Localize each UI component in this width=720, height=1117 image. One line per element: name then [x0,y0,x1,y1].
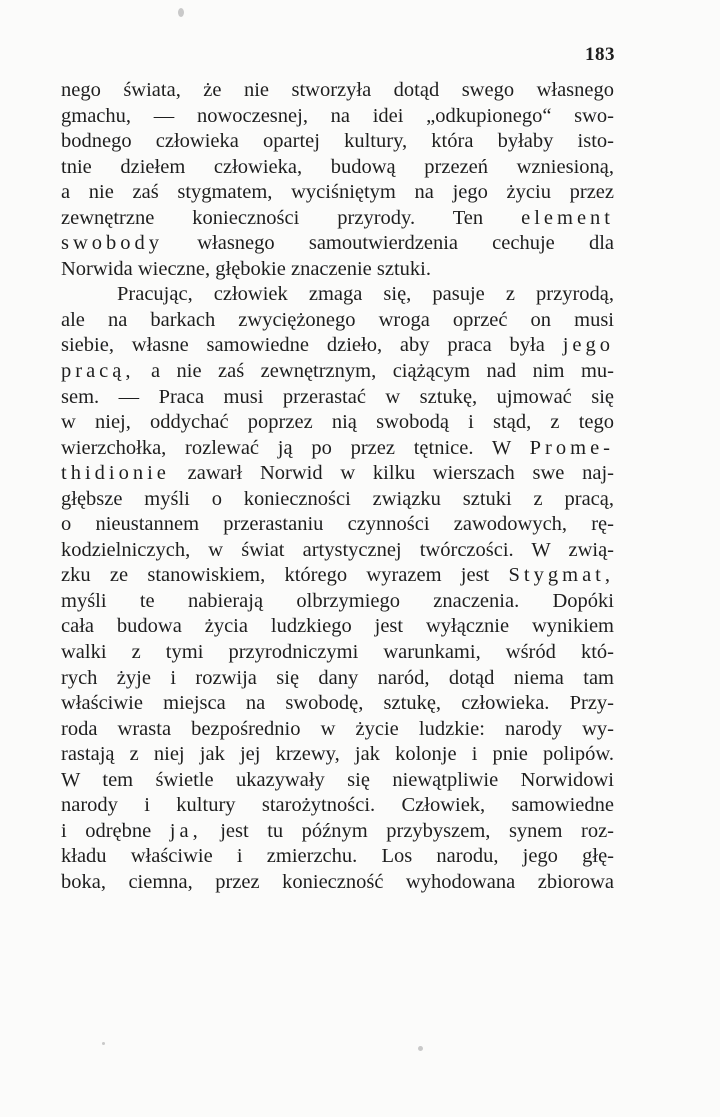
text-segment: Norwida wieczne, głębokie znaczenie sztuki. [61,257,431,280]
paper-speck [178,8,184,17]
text-segment: o nieustannem przerastaniu czynności zawodowych, rę- [61,513,614,536]
text-segment: zewnętrzne konieczności przyrody. Ten [61,206,522,229]
text-segment: bodnego człowieka opartej kultury, która byłaby isto- [61,130,614,153]
text-segment: tnie dziełem człowieka, budową przezeń wzniesioną, [61,155,614,178]
text-line [61,844,614,870]
text-segment: rych żyje i rozwija się dany naród, dotąd niema tam [61,666,614,689]
text-segment: kodzielniczych, w świat artystycznej twórczości. W zwią- [61,538,614,561]
text-line [61,589,614,615]
text-line [61,129,614,155]
text-line [61,717,614,743]
text-segment: siebie, własne samowiedne dzieło, aby praca była [61,334,563,357]
text-line [61,333,614,359]
text-line [61,308,614,334]
text-line [61,385,614,411]
text-segment: zawarł Norwid w kilku wierszach swe naj- [169,462,614,485]
text-segment: narody i kultury starożytności. Człowiek, samowiedne [61,794,614,817]
page-number: 183 [585,44,615,65]
text-segment: myśli te nabierają olbrzymiego znaczenia. Dopóki [61,589,614,612]
text-line [61,180,614,206]
text-line [61,410,614,436]
text-line [61,206,614,232]
paper-speck [418,1046,423,1051]
body-text [61,78,614,896]
text-line [61,742,614,768]
text-segment: roda wrasta bezpośrednio w życie ludzkie: narody wy- [61,717,614,740]
paper-speck [102,1042,105,1045]
text-line [61,359,614,385]
text-line [61,640,614,666]
text-line [61,282,614,308]
text-segment: w niej, oddychać poprzez nią swobodą i stąd, z tego [61,411,614,434]
text-line [61,819,614,845]
text-line [61,461,614,487]
text-line [61,768,614,794]
text-segment: walki z tymi przyrodniczymi warunkami, wśród któ- [61,641,614,664]
text-segment: Pracując, człowiek zmaga się, pasuje z przyrodą, [117,283,614,306]
text-segment: i odrębne [61,819,170,842]
text-line [61,436,614,462]
text-segment: sem. — Praca musi przerastać w sztukę, ujmować się [61,385,614,408]
text-segment: rastają z niej jak jej krzewy, jak kolonje i pnie polipów. [61,743,614,766]
spaced-emphasis: element [521,206,614,229]
text-line [61,666,614,692]
text-line [61,691,614,717]
text-segment: zku ze stanowiskiem, którego wyrazem jest [61,564,509,587]
text-segment: gmachu, — nowoczesnej, na idei „odkupionego“ swo- [61,104,614,127]
text-segment: a nie zaś zewnętrznym, ciążącym nad nim mu- [134,360,614,383]
text-line [61,231,614,257]
text-segment: głębsze myśli o konieczności związku sztuki z pracą, [61,487,614,510]
text-segment: a nie zaś stygmatem, wyciśniętym na jego życiu przez [61,181,614,204]
spaced-emphasis: swobody [61,232,164,255]
text-segment: ale na barkach zwyciężonego wroga oprzeć on musi [61,308,614,331]
spaced-emphasis: Stygmat, [508,564,614,587]
text-segment: cała budowa życia ludzkiego jest wyłącznie wynikiem [61,615,614,638]
text-line [61,614,614,640]
text-segment: W tem świetle ukazywały się niewątpliwie Norwidowi [61,768,614,791]
text-line [61,563,614,589]
text-line [61,78,614,104]
text-line [61,257,614,283]
text-line [61,104,614,130]
text-line [61,487,614,513]
text-segment: nego świata, że nie stworzyła dotąd swego własnego [61,79,614,101]
text-line [61,155,614,181]
spaced-emphasis: pracą, [61,360,135,383]
text-line [61,538,614,564]
text-line [61,870,614,896]
text-segment: wierzchołka, rozlewać ją po przez tętnice. W [61,436,530,459]
spaced-emphasis: jego [562,334,614,357]
text-line [61,793,614,819]
text-segment: jest tu późnym przybyszem, synem roz- [201,819,614,842]
text-segment: własnego samoutwierdzenia cechuje dla [163,232,614,255]
spaced-emphasis: thidionie [61,462,170,485]
text-segment: boka, ciemna, przez konieczność wyhodowana zbiorowa [61,870,614,893]
text-line [61,512,614,538]
text-segment: właściwie miejsca na swobodę, sztukę, człowieka. Przy- [61,692,614,715]
spaced-emphasis: ja, [169,819,202,842]
spaced-emphasis: Prome- [529,436,614,459]
text-segment: kładu właściwie i zmierzchu. Los narodu, jego głę- [61,845,614,868]
